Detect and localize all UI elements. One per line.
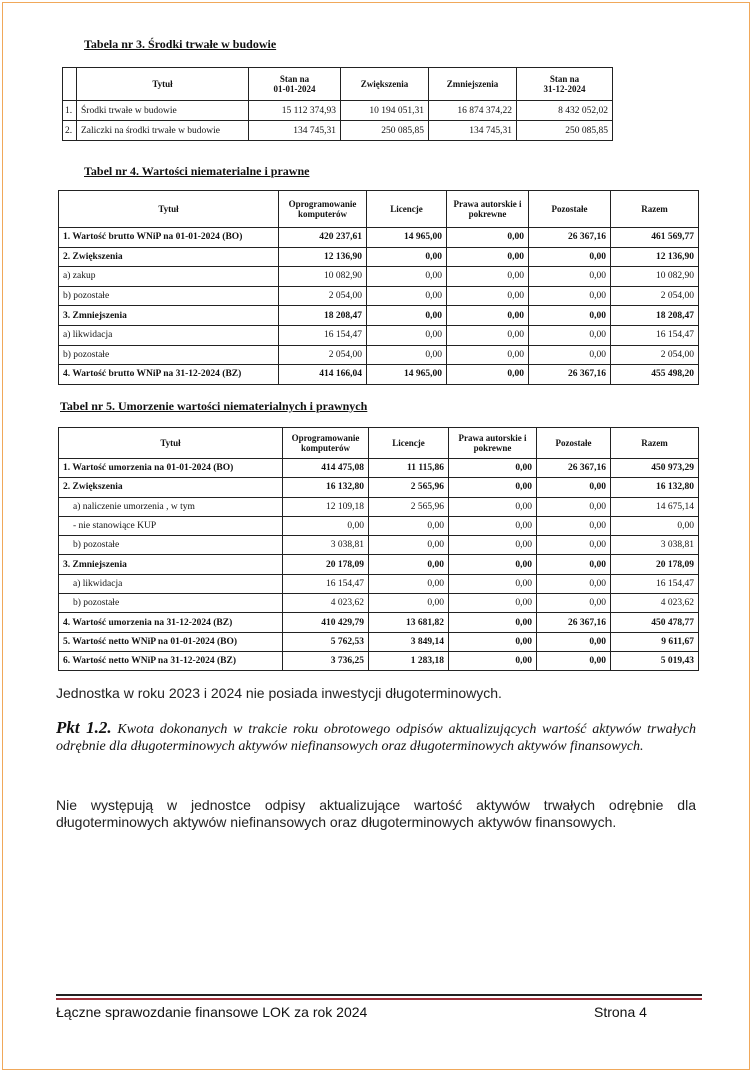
table3-cell-value: 250 085,85	[341, 121, 429, 141]
table3-row-label: Środki trwałe w budowie	[77, 101, 249, 121]
table4-header-cell: Razem	[611, 191, 699, 228]
table5-cell-value: 0,00	[449, 536, 537, 555]
table4-row-label: 2. Zwiększenia	[59, 247, 279, 267]
table4-cell-value: 0,00	[529, 286, 611, 306]
table5-row	[59, 497, 699, 516]
table5-header-cell: Pozostałe	[537, 428, 611, 459]
table5-row	[59, 632, 699, 651]
table4-row-label: b) pozostałe	[59, 345, 279, 365]
table4-cell-value: 0,00	[529, 247, 611, 267]
table5-cell-value: 3 038,81	[283, 536, 369, 555]
table5-cell-value: 0,00	[449, 459, 537, 478]
table4	[58, 190, 699, 385]
table4-cell-value: 18 208,47	[611, 306, 699, 326]
table3-cell-value: 16 874 374,22	[429, 101, 517, 121]
table4-cell-value: 0,00	[447, 228, 529, 248]
table5-row-label: 3. Zmniejszenia	[59, 555, 283, 574]
table4-cell-value: 10 082,90	[279, 267, 367, 287]
table4-cell-value: 14 965,00	[367, 365, 447, 385]
table5-cell-value: 0,00	[537, 594, 611, 613]
table4-row	[59, 306, 699, 326]
table4-caption: Tabel nr 4. Wartości niematerialne i prawne	[84, 164, 310, 178]
table4-cell-value: 455 498,20	[611, 365, 699, 385]
table4-cell-value: 26 367,16	[529, 365, 611, 385]
table5-cell-value: 16 154,47	[283, 574, 369, 593]
table5-row	[59, 536, 699, 555]
table5-cell-value: 1 283,18	[369, 651, 449, 670]
table4-header-cell: Prawa autorskie i pokrewne	[447, 191, 529, 228]
table4-cell-value: 0,00	[367, 306, 447, 326]
table4-cell-value: 0,00	[447, 286, 529, 306]
table4-row	[59, 365, 699, 385]
table5-row-label: a) naliczenie umorzenia , w tym	[59, 497, 283, 516]
table5-cell-value: 4 023,62	[611, 594, 699, 613]
table5-row-label: b) pozostałe	[59, 594, 283, 613]
table5-row-label: b) pozostałe	[59, 536, 283, 555]
table4-cell-value: 26 367,16	[529, 228, 611, 248]
table4-cell-value: 12 136,90	[611, 247, 699, 267]
table4-row-label: a) likwidacja	[59, 325, 279, 345]
table4-cell-value: 0,00	[367, 345, 447, 365]
table4-cell-value: 0,00	[367, 247, 447, 267]
table5-cell-value: 16 132,80	[283, 478, 369, 497]
table5-cell-value: 3 849,14	[369, 632, 449, 651]
table4-cell-value: 0,00	[447, 365, 529, 385]
table3-cell-value: 250 085,85	[517, 121, 613, 141]
table5-cell-value: 0,00	[369, 594, 449, 613]
footer-title: Łączne sprawozdanie finansowe LOK za rok 2024	[56, 1004, 368, 1020]
table5-cell-value: 20 178,09	[283, 555, 369, 574]
table5-row-label: 1. Wartość umorzenia na 01-01-2024 (BO)	[59, 459, 283, 478]
table5-row	[59, 516, 699, 535]
table3-header-cell: Tytuł	[77, 68, 249, 101]
table4-row	[59, 286, 699, 306]
table4-cell-value: 18 208,47	[279, 306, 367, 326]
table5-row-label: 4. Wartość umorzenia na 31-12-2024 (BZ)	[59, 613, 283, 632]
table3-row	[63, 101, 613, 121]
table3-row-index: 1.	[63, 101, 77, 121]
table5-header-cell: Prawa autorskie i pokrewne	[449, 428, 537, 459]
table4-cell-value: 461 569,77	[611, 228, 699, 248]
table5-cell-value: 0,00	[537, 497, 611, 516]
table5-cell-value: 0,00	[537, 574, 611, 593]
table5-row-label: 2. Zwiększenia	[59, 478, 283, 497]
table5-cell-value: 0,00	[449, 574, 537, 593]
table5-cell-value: 0,00	[283, 516, 369, 535]
table4-row-label: a) zakup	[59, 267, 279, 287]
table3-cell-value: 15 112 374,93	[249, 101, 341, 121]
table4-cell-value: 0,00	[529, 325, 611, 345]
table5-cell-value: 5 019,43	[611, 651, 699, 670]
table5-cell-value: 3 038,81	[611, 536, 699, 555]
table3-caption: Tabela nr 3. Środki trwałe w budowie	[84, 37, 277, 51]
table5-cell-value: 410 429,79	[283, 613, 369, 632]
table5-cell-value: 16 154,47	[611, 574, 699, 593]
table4-cell-value: 420 237,61	[279, 228, 367, 248]
table5-cell-value: 0,00	[369, 555, 449, 574]
table4-cell-value: 2 054,00	[611, 345, 699, 365]
table4-cell-value: 2 054,00	[279, 286, 367, 306]
table5-cell-value: 26 367,16	[537, 613, 611, 632]
table5-cell-value: 2 565,96	[369, 497, 449, 516]
table5-header-cell: Razem	[611, 428, 699, 459]
table4-cell-value: 414 166,04	[279, 365, 367, 385]
table5-row	[59, 651, 699, 670]
table5-cell-value: 0,00	[537, 651, 611, 670]
note-no-long-term-investments: Jednostka w roku 2023 i 2024 nie posiada inwestycji długoterminowych.	[56, 685, 502, 701]
table4-row	[59, 267, 699, 287]
table4-cell-value: 16 154,47	[279, 325, 367, 345]
table5-header-cell: Licencje	[369, 428, 449, 459]
table5-cell-value: 0,00	[449, 632, 537, 651]
table5-header-cell: Tytuł	[59, 428, 283, 459]
table3-cell-value: 10 194 051,31	[341, 101, 429, 121]
table4-row-label: 1. Wartość brutto WNiP na 01-01-2024 (BO)	[59, 228, 279, 248]
table4-cell-value: 2 054,00	[279, 345, 367, 365]
table3-header-cell: Stan na 01-01-2024	[249, 68, 341, 101]
table4-row-label: 3. Zmniejszenia	[59, 306, 279, 326]
table4-cell-value: 0,00	[367, 325, 447, 345]
table4-row	[59, 228, 699, 248]
table4-cell-value: 0,00	[447, 247, 529, 267]
table5-cell-value: 0,00	[537, 478, 611, 497]
table4-row-label: b) pozostałe	[59, 286, 279, 306]
table5-cell-value: 0,00	[537, 632, 611, 651]
table5-header-row	[59, 428, 699, 459]
table3-row	[63, 121, 613, 141]
pkt-text: Kwota dokonanych w trakcie roku obrotowego odpisów aktualizujących wartość aktywów trwałych odrębnie dla długoterminowych aktywów niefinansowych oraz długoterminowych aktywów finansowych.	[56, 722, 696, 754]
footer-rule	[56, 994, 702, 996]
table5-cell-value: 0,00	[449, 594, 537, 613]
table4-row	[59, 345, 699, 365]
table4-cell-value: 12 136,90	[279, 247, 367, 267]
table5-cell-value: 0,00	[449, 651, 537, 670]
table5-cell-value: 0,00	[449, 516, 537, 535]
table5-cell-value: 26 367,16	[537, 459, 611, 478]
table5-cell-value: 11 115,86	[369, 459, 449, 478]
table5-cell-value: 450 478,77	[611, 613, 699, 632]
table5-row-label: 5. Wartość netto WNiP na 01-01-2024 (BO)	[59, 632, 283, 651]
table4-cell-value: 0,00	[529, 267, 611, 287]
table5-cell-value: 0,00	[449, 613, 537, 632]
table5-row-label: 6. Wartość netto WNiP na 31-12-2024 (BZ)	[59, 651, 283, 670]
table5-row	[59, 594, 699, 613]
table5-cell-value: 0,00	[537, 536, 611, 555]
table5-cell-value: 16 132,80	[611, 478, 699, 497]
table4-cell-value: 0,00	[529, 306, 611, 326]
table5-row	[59, 478, 699, 497]
pkt-1-2-paragraph	[56, 719, 696, 755]
table4-row-label: 4. Wartość brutto WNiP na 31-12-2024 (BZ)	[59, 365, 279, 385]
table4-cell-value: 10 082,90	[611, 267, 699, 287]
table4-header-cell: Pozostałe	[529, 191, 611, 228]
table3-header-cell: Zwiększenia	[341, 68, 429, 101]
table5-cell-value: 9 611,67	[611, 632, 699, 651]
table5	[58, 427, 699, 671]
table4-header-cell: Tytuł	[59, 191, 279, 228]
table4-cell-value: 0,00	[447, 325, 529, 345]
table4-cell-value: 0,00	[367, 286, 447, 306]
table3-cell-value: 8 432 052,02	[517, 101, 613, 121]
table4-cell-value: 0,00	[367, 267, 447, 287]
table4-cell-value: 0,00	[447, 345, 529, 365]
table5-cell-value: 0,00	[611, 516, 699, 535]
table4-cell-value: 14 965,00	[367, 228, 447, 248]
table5-caption: Tabel nr 5. Umorzenie wartości niematerialnych i prawnych	[60, 399, 368, 413]
table5-row-label: - nie stanowiące KUP	[59, 516, 283, 535]
table5-cell-value: 13 681,82	[369, 613, 449, 632]
table5-cell-value: 5 762,53	[283, 632, 369, 651]
table3-header-cell: Stan na 31-12-2024	[517, 68, 613, 101]
table5-row	[59, 459, 699, 478]
table5-cell-value: 3 736,25	[283, 651, 369, 670]
table5-cell-value: 20 178,09	[611, 555, 699, 574]
table4-cell-value: 0,00	[529, 345, 611, 365]
table4-header-cell: Oprogramowanie komputerów	[279, 191, 367, 228]
table5-cell-value: 0,00	[449, 497, 537, 516]
footer-page-number: Strona 4	[594, 1004, 647, 1020]
table5-row	[59, 613, 699, 632]
table4-cell-value: 0,00	[447, 267, 529, 287]
table3	[62, 67, 613, 141]
table4-cell-value: 2 054,00	[611, 286, 699, 306]
table4-cell-value: 0,00	[447, 306, 529, 326]
table5-cell-value: 0,00	[369, 536, 449, 555]
table3-header-idx	[63, 68, 77, 101]
table3-cell-value: 134 745,31	[249, 121, 341, 141]
table5-row-label: a) likwidacja	[59, 574, 283, 593]
table4-header-row	[59, 191, 699, 228]
table5-cell-value: 12 109,18	[283, 497, 369, 516]
table5-cell-value: 14 675,14	[611, 497, 699, 516]
table5-cell-value: 0,00	[449, 555, 537, 574]
table4-row	[59, 247, 699, 267]
table3-cell-value: 134 745,31	[429, 121, 517, 141]
table5-cell-value: 0,00	[537, 516, 611, 535]
table5-row	[59, 574, 699, 593]
table5-cell-value: 0,00	[449, 478, 537, 497]
table5-cell-value: 2 565,96	[369, 478, 449, 497]
table4-row	[59, 325, 699, 345]
table3-row-label: Zaliczki na środki trwałe w budowie	[77, 121, 249, 141]
table5-cell-value: 0,00	[369, 574, 449, 593]
table3-header-cell: Zmniejszenia	[429, 68, 517, 101]
table5-cell-value: 4 023,62	[283, 594, 369, 613]
table5-cell-value: 414 475,08	[283, 459, 369, 478]
table4-header-cell: Licencje	[367, 191, 447, 228]
table5-cell-value: 450 973,29	[611, 459, 699, 478]
table3-row-index: 2.	[63, 121, 77, 141]
table5-cell-value: 0,00	[369, 516, 449, 535]
pkt-label: Pkt 1.2.	[56, 718, 112, 737]
table4-cell-value: 16 154,47	[611, 325, 699, 345]
footer-rule-accent	[56, 998, 702, 1000]
table3-header-row	[63, 68, 613, 101]
table5-header-cell: Oprogramowanie komputerów	[283, 428, 369, 459]
table5-row	[59, 555, 699, 574]
table5-cell-value: 0,00	[537, 555, 611, 574]
note-no-write-downs: Nie występują w jednostce odpisy aktualizujące wartość aktywów trwałych odrębnie dla długoterminowych aktywów niefinansowych oraz długoterminowych aktywów finansowych.	[56, 797, 696, 830]
